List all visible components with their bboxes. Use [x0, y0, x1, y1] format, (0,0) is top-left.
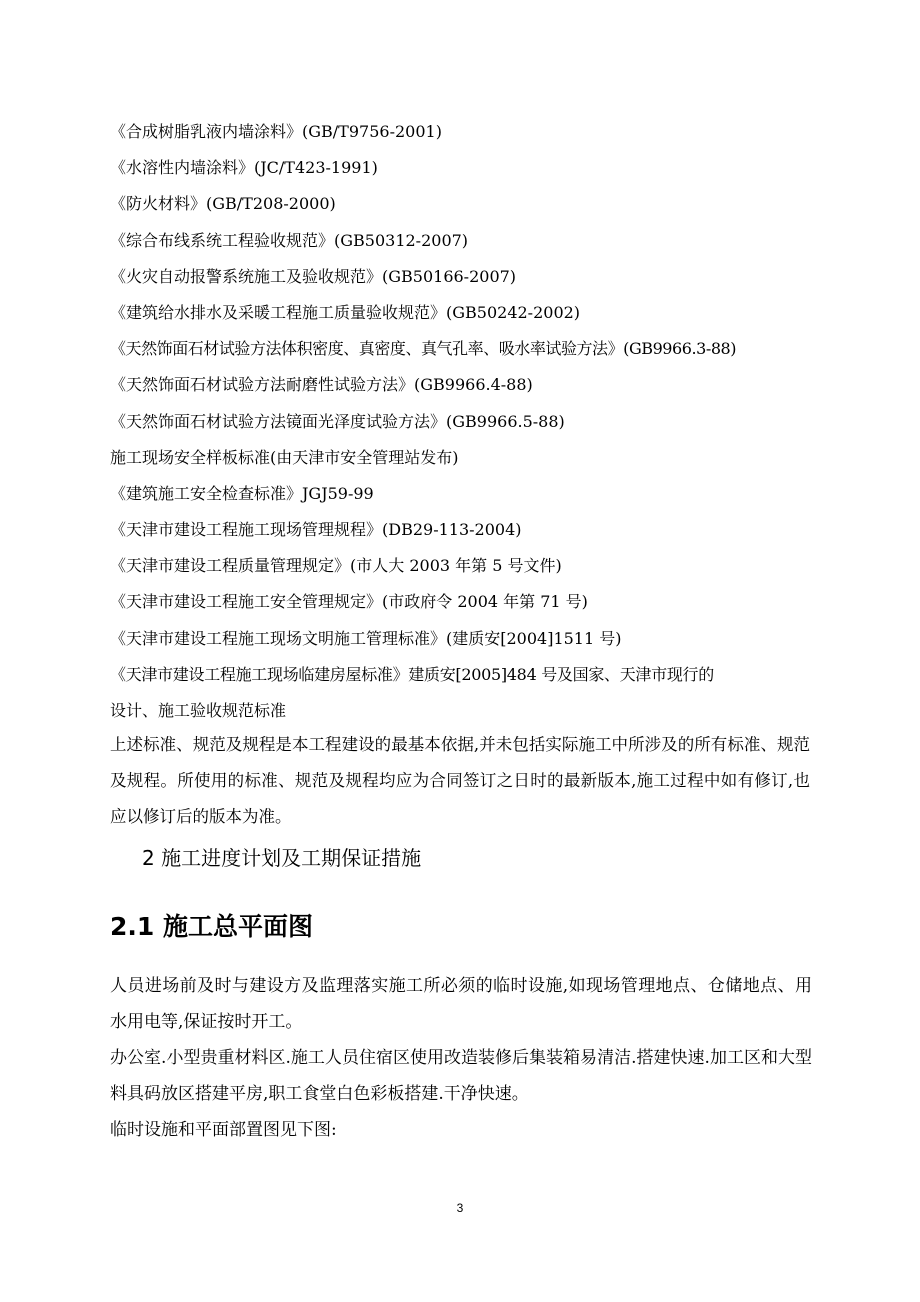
standard-item: 《建筑施工安全检查标准》JGJ59-99 [110, 483, 374, 503]
standard-item: 《防火材料》(GB/T208-2000) [110, 194, 336, 214]
body-paragraph: 临时设施和平面部置图见下图: [110, 1120, 337, 1140]
standard-item: 《火灾自动报警系统施工及验收规范》(GB50166-2007) [110, 266, 517, 286]
standard-item: 施工现场安全样板标准(由天津市安全管理站发布) [110, 447, 459, 467]
standard-item: 设计、施工验收规范标准 [110, 701, 287, 720]
page-number: 3 [456, 1201, 464, 1215]
body-text [110, 968, 812, 1148]
standards-list [110, 114, 815, 729]
standard-item: 《天津市建设工程施工现场文明施工管理标准》(建质安[2004]1511 号) [110, 628, 622, 648]
section-heading: 2 施工进度计划及工期保证措施 [142, 846, 422, 870]
standard-item: 《天然饰面石材试验方法镜面光泽度试验方法》(GB9966.5-88) [110, 411, 565, 431]
standard-item: 《水溶性内墙涂料》(JC/T423-1991) [110, 158, 378, 178]
standard-item: 《天然饰面石材试验方法耐磨性试验方法》(GB9966.4-88) [110, 375, 533, 395]
standard-item: 《天津市建设工程施工安全管理规定》(市政府令 2004 年第 71 号) [110, 592, 588, 612]
standard-item: 《建筑给水排水及采暖工程施工质量验收规范》(GB50242-2002) [110, 302, 581, 322]
standard-item: 《天津市建设工程施工现场管理规程》(DB29-113-2004) [110, 520, 522, 540]
body-paragraph: 人员进场前及时与建设方及监理落实施工所必须的临时设施,如现场管理地点、仓储地点、用水用电等,保证按时开工。 [110, 976, 812, 1032]
standard-item: 《综合布线系统工程验收规范》(GB50312-2007) [110, 230, 469, 250]
standard-item: 《天津市建设工程质量管理规定》(市人大 2003 年第 5 号文件) [110, 556, 562, 576]
subsection-heading: 2.1 施工总平面图 [110, 912, 313, 941]
standard-item: 《合成树脂乳液内墙涂料》(GB/T9756-2001) [110, 122, 442, 141]
standard-item: 《天津市建设工程施工现场临建房屋标准》建质安[2005]484 号及国家、天津市现行的 [110, 664, 714, 684]
summary-paragraph: 上述标准、规范及规程是本工程建设的最基本依据,并未包括实际施工中所涉及的所有标准、规范及规程。所使用的标准、规范及规程均应为合同签订之日时的最新版本,施工过程中如有修订,也应以修订后的版本为准。 [110, 735, 810, 826]
standard-item: 《天然饰面石材试验方法体积密度、真密度、真气孔率、吸水率试验方法》(GB9966.3-88) [110, 339, 737, 359]
body-paragraph: 办公室.小型贵重材料区.施工人员住宿区使用改造装修后集装箱易清洁.搭建快速.加工区和大型料具码放区搭建平房,职工食堂白色彩板搭建.干净快速。 [110, 1048, 812, 1104]
